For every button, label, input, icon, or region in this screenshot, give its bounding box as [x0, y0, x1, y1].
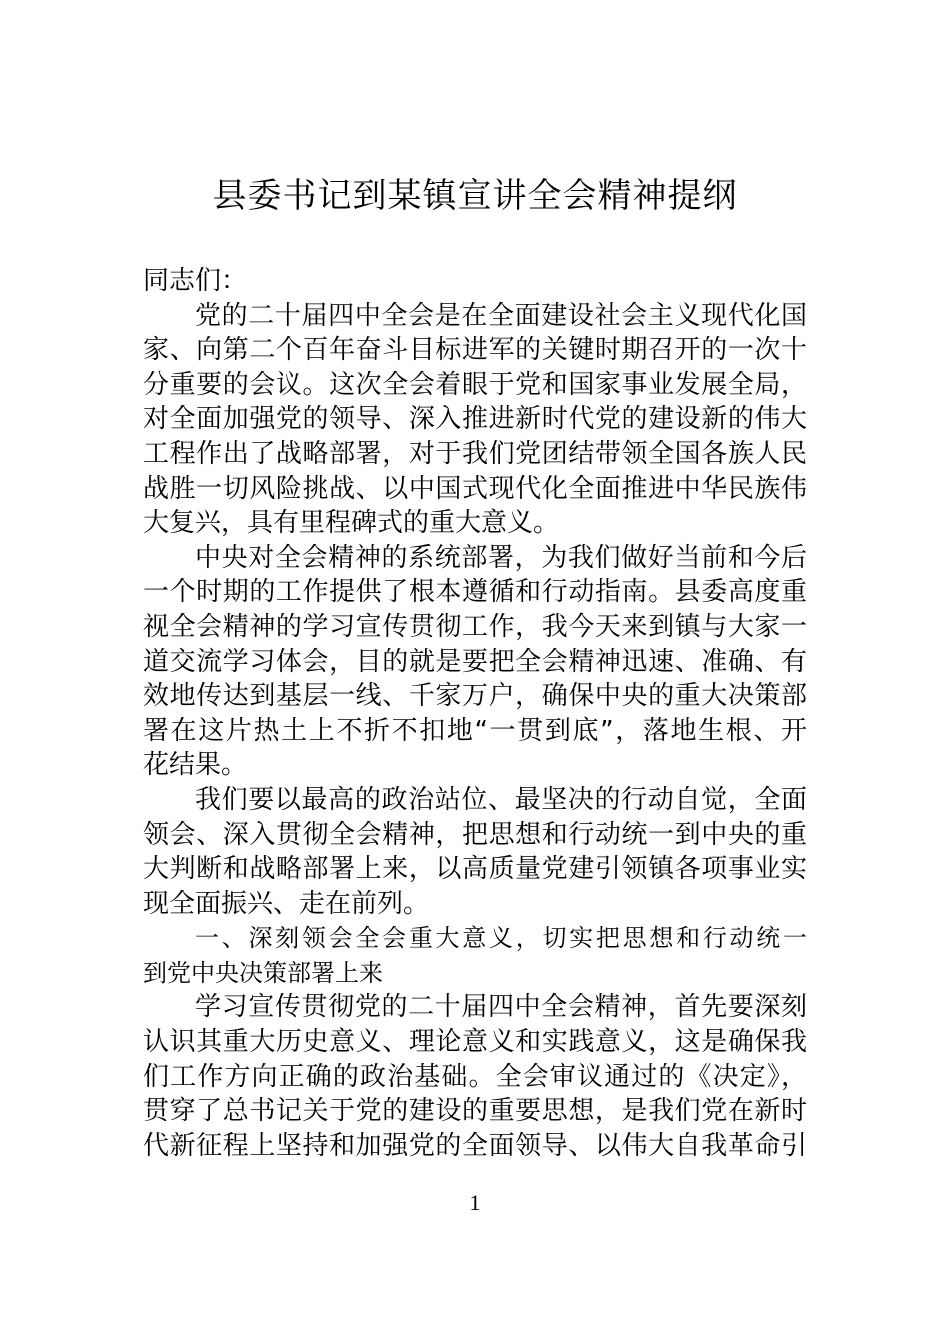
page-number: 1: [469, 1190, 481, 1215]
paragraph-2-line-2: 一个时期的工作提供了根本遵循和行动指南。县委高度重: [143, 577, 807, 608]
paragraph-4-line-5: 代新征程上坚持和加强党的全面领导、以伟大自我革命引: [143, 1130, 807, 1161]
section-heading-line-2: 到党中央决策部署上来: [143, 958, 383, 987]
salutation: 同志们：: [143, 266, 248, 296]
paragraph-4-line-3: 们工作方向正确的政治基础。全会审议通过的《决定》，: [143, 1061, 807, 1092]
paragraph-1-line-3: 分重要的会议。这次全会着眼于党和国家事业发展全局，: [143, 369, 807, 400]
paragraph-3-line-1: 我们要以最高的政治站位、最坚决的行动自觉，全面: [195, 784, 807, 815]
paragraph-2-line-4: 道交流学习体会，目的就是要把全会精神迅速、准确、有: [143, 646, 807, 677]
paragraph-4-line-1: 学习宣传贯彻党的二十届四中全会精神，首先要深刻: [195, 992, 807, 1023]
paragraph-1-line-4: 对全面加强党的领导、深入推进新时代党的建设新的伟大: [143, 404, 807, 435]
paragraph-1-line-2: 家、向第二个百年奋斗目标进军的关键时期召开的一次十: [143, 335, 807, 366]
paragraph-4-line-4: 贯穿了总书记关于党的建设的重要思想，是我们党在新时: [143, 1096, 807, 1127]
paragraph-3-line-4: 现全面振兴、走在前列。: [143, 888, 430, 919]
paragraph-3-line-2: 领会、深入贯彻全会精神，把思想和行动统一到中央的重: [143, 819, 807, 850]
section-heading-line-1: 一、深刻领会全会重大意义，切实把思想和行动统一: [195, 924, 807, 953]
paragraph-1-line-5: 工程作出了战略部署，对于我们党团结带领全国各族人民: [143, 438, 807, 469]
paragraph-4-line-2: 认识其重大历史意义、理论意义和实践意义，这是确保我: [143, 1027, 807, 1058]
paragraph-1-line-1: 党的二十届四中全会是在全面建设社会主义现代化国: [195, 300, 807, 331]
paragraph-2-line-7: 花结果。: [143, 750, 248, 781]
paragraph-2-line-1: 中央对全会精神的系统部署，为我们做好当前和今后: [195, 542, 807, 573]
paragraph-2-line-5: 效地传达到基层一线、千家万户，确保中央的重大决策部: [143, 681, 807, 712]
paragraph-1-line-6: 战胜一切风险挑战、以中国式现代化全面推进中华民族伟: [143, 473, 807, 504]
paragraph-2-line-6: 署在这片热土上不折不扣地“一贯到底”，落地生根、开: [143, 715, 807, 746]
document-body: [143, 264, 807, 1163]
paragraph-1-line-7: 大复兴，具有里程碑式的重大意义。: [143, 508, 560, 539]
paragraph-3-line-3: 大判断和战略部署上来，以高质量党建引领镇各项事业实: [143, 854, 807, 885]
paragraph-2-line-3: 视全会精神的学习宣传贯彻工作，我今天来到镇与大家一: [143, 611, 807, 642]
document-title: 县委书记到某镇宣讲全会精神提纲: [212, 176, 738, 216]
